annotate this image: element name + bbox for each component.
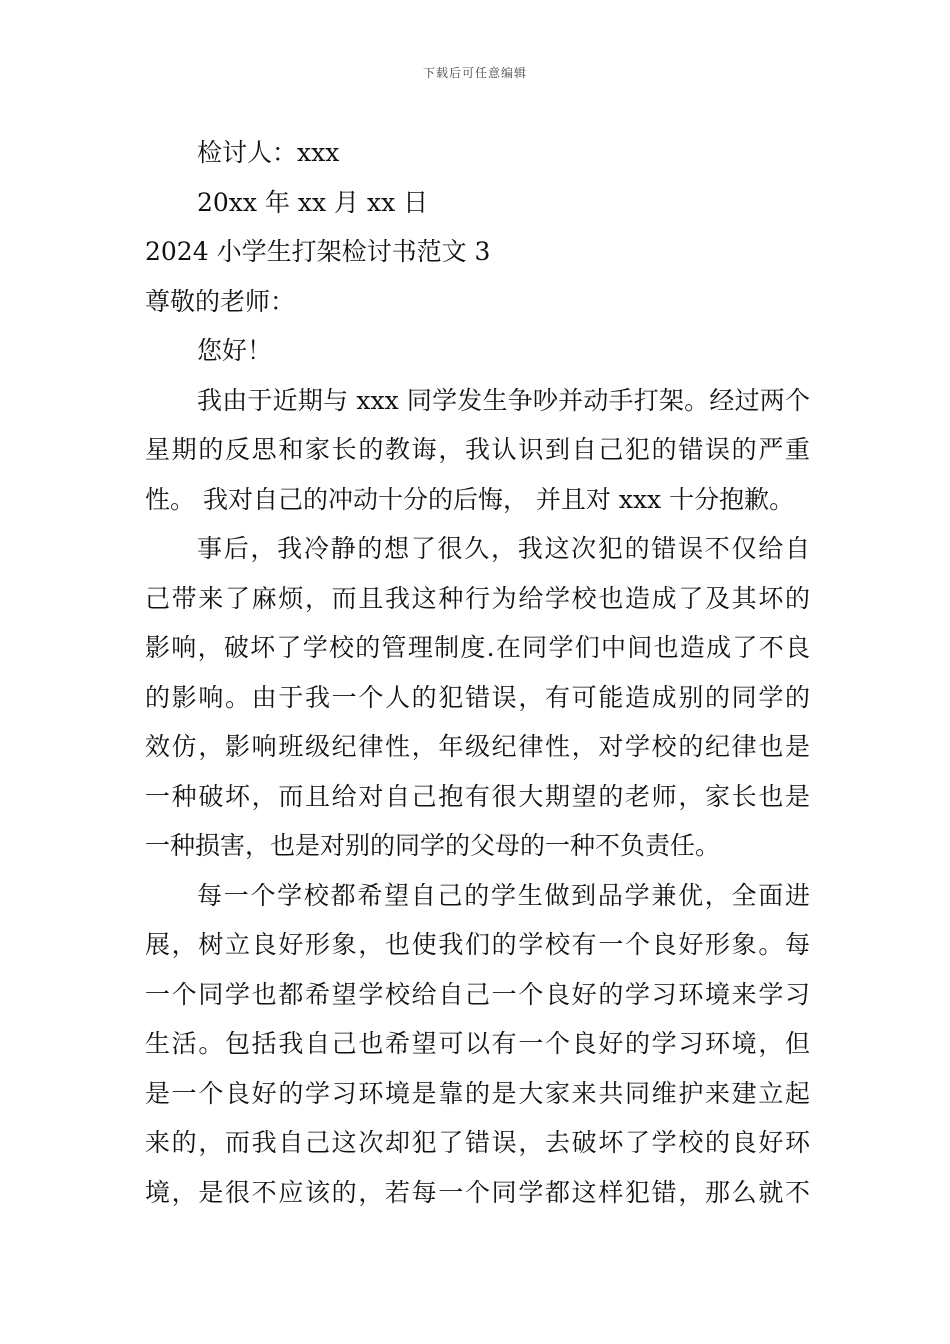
paragraph-line: 生活。包括我自己也希望可以有一个良好的学习环境，但 <box>145 1029 810 1058</box>
paragraph-line: 我由于近期与 xxx 同学发生争吵并动手打架。经过两个 <box>197 385 810 415</box>
paragraph-line: 事后，我冷静的想了很久，我这次犯的错误不仅给自 <box>197 534 810 563</box>
paragraph-line: 来的，而我自己这次却犯了错误，去破坏了学校的良好环 <box>145 1128 810 1157</box>
paragraph-line: 展，树立良好形象，也使我们的学校有一个良好形象。每 <box>145 930 810 959</box>
paragraph-line: 的影响。由于我一个人的犯错误，有可能造成别的同学的 <box>145 682 810 712</box>
paragraph-line: 影响，破坏了学校的管理制度.在同学们中间也造成了不良 <box>145 633 810 662</box>
document-body <box>145 128 810 1217</box>
paragraph-line: 星期的反思和家长的教诲，我认识到自己犯的错误的严重 <box>145 435 810 464</box>
paragraph-line: 一种破坏，而且给对自己抱有很大期望的老师，家长也是 <box>145 781 810 811</box>
salutation: 尊敬的老师： <box>145 286 296 316</box>
date-line: 20xx 年 xx 月 xx 日 <box>197 187 429 217</box>
paragraph-line: 是一个良好的学习环境是靠的是大家来共同维护来建立起 <box>145 1078 810 1108</box>
paragraph-line: 每一个学校都希望自己的学生做到品学兼优，全面进 <box>197 880 810 910</box>
paragraph-line: 一种损害，也是对别的同学的父母的一种不负责任。 <box>145 831 721 860</box>
paragraph-line: 性。 我对自己的冲动十分的后悔， 并且对 xxx 十分抱歉。 <box>145 484 795 514</box>
paragraph-line: 效仿，影响班级纪律性，年级纪律性，对学校的纪律也是 <box>145 732 810 761</box>
greeting: 您好！ <box>197 336 273 365</box>
paragraph-line: 己带来了麻烦，而且我这种行为给学校也造成了及其坏的 <box>145 583 810 613</box>
paragraph-line: 境，是很不应该的，若每一个同学都这样犯错，那么就不 <box>145 1177 810 1207</box>
document-title: 2024 小学生打架检讨书范文 3 <box>145 237 491 266</box>
signature-line: 检讨人：xxx <box>197 138 340 167</box>
paragraph-line: 一个同学也都希望学校给自己一个良好的学习环境来学习 <box>145 979 810 1009</box>
page-header-note: 下载后可任意编辑 <box>422 66 527 80</box>
